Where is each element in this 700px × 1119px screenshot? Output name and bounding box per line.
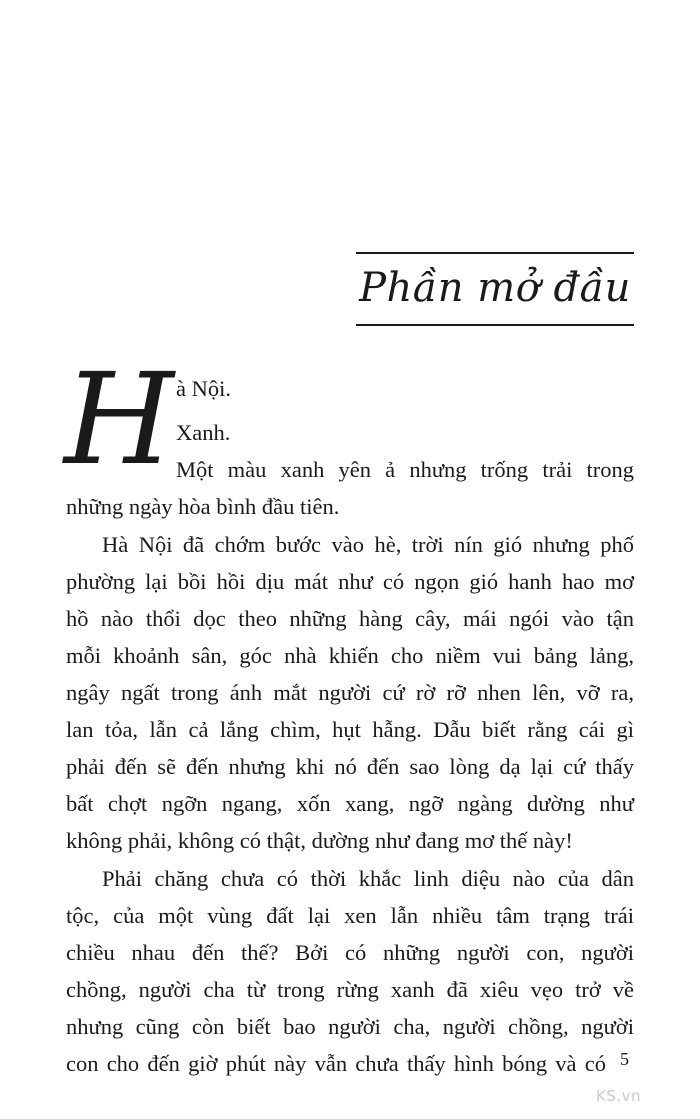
paragraph-3-line-2: tộc, của một vùng đất lại xen lẫn nhiều tâm trạng trái — [66, 903, 634, 928]
paragraph-3-line-3: chiều nhau đến thế? Bởi có những người con, người — [66, 940, 634, 965]
paragraph-3-line-6: con cho đến giờ phút này vẫn chưa thấy hình bóng và có — [66, 1051, 606, 1076]
paragraph-2-line-9: không phải, không có thật, dường như đang mơ thế này! — [66, 828, 573, 853]
page-number: 5 — [620, 1049, 629, 1069]
heading-top-rule — [356, 252, 634, 254]
paragraph-2-line-6: lan tỏa, lẫn cả lắng chìm, hụt hẫng. Dẫu biết rằng cái gì — [66, 717, 634, 742]
opening-line-2: Xanh. — [176, 420, 231, 445]
paragraph-2-line-8: bất chợt ngỡn ngang, xốn xang, ngỡ ngàng dường như — [66, 791, 634, 816]
opening-line-1: à Nội. — [176, 376, 231, 401]
paragraph-3-line-1: Phải chăng chưa có thời khắc linh diệu nào của dân — [102, 866, 634, 891]
paragraph-2-line-7: phải đến sẽ đến nhưng khi nó đến sao lòng dạ lại cứ thấy — [66, 754, 634, 779]
heading-bottom-rule — [356, 324, 634, 326]
paragraph-2-line-4: mỗi khoảnh sân, góc nhà khiến cho niềm vui bảng lảng, — [66, 643, 634, 668]
paragraph-3-line-4: chồng, người cha từ trong rừng xanh đã xiêu vẹo trở về — [66, 977, 634, 1002]
watermark: KS.vn — [596, 1087, 642, 1105]
paragraph-2-line-1: Hà Nội đã chớm bước vào hè, trời nín gió nhưng phố — [102, 532, 634, 557]
opening-line-3: Một màu xanh yên ả nhưng trống trải trong — [176, 457, 634, 482]
paragraph-2-line-3: hồ nào thổi dọc theo những hàng cây, mái ngói vào tận — [66, 606, 634, 631]
paragraph-3-line-5: nhưng cũng còn biết bao người cha, người chồng, người — [66, 1014, 634, 1039]
chapter-heading — [356, 252, 634, 326]
drop-cap: H — [64, 346, 174, 493]
chapter-title: Phần mở đầu — [359, 265, 631, 311]
paragraph-2-line-5: ngây ngất trong ánh mắt người cứ rờ rỡ nhen lên, vỡ ra, — [66, 680, 634, 705]
opening-line-4: những ngày hòa bình đầu tiên. — [66, 494, 340, 519]
paragraph-2-line-2: phường lại bồi hồi dịu mát như có ngọn gió hanh hao mơ — [66, 569, 634, 594]
